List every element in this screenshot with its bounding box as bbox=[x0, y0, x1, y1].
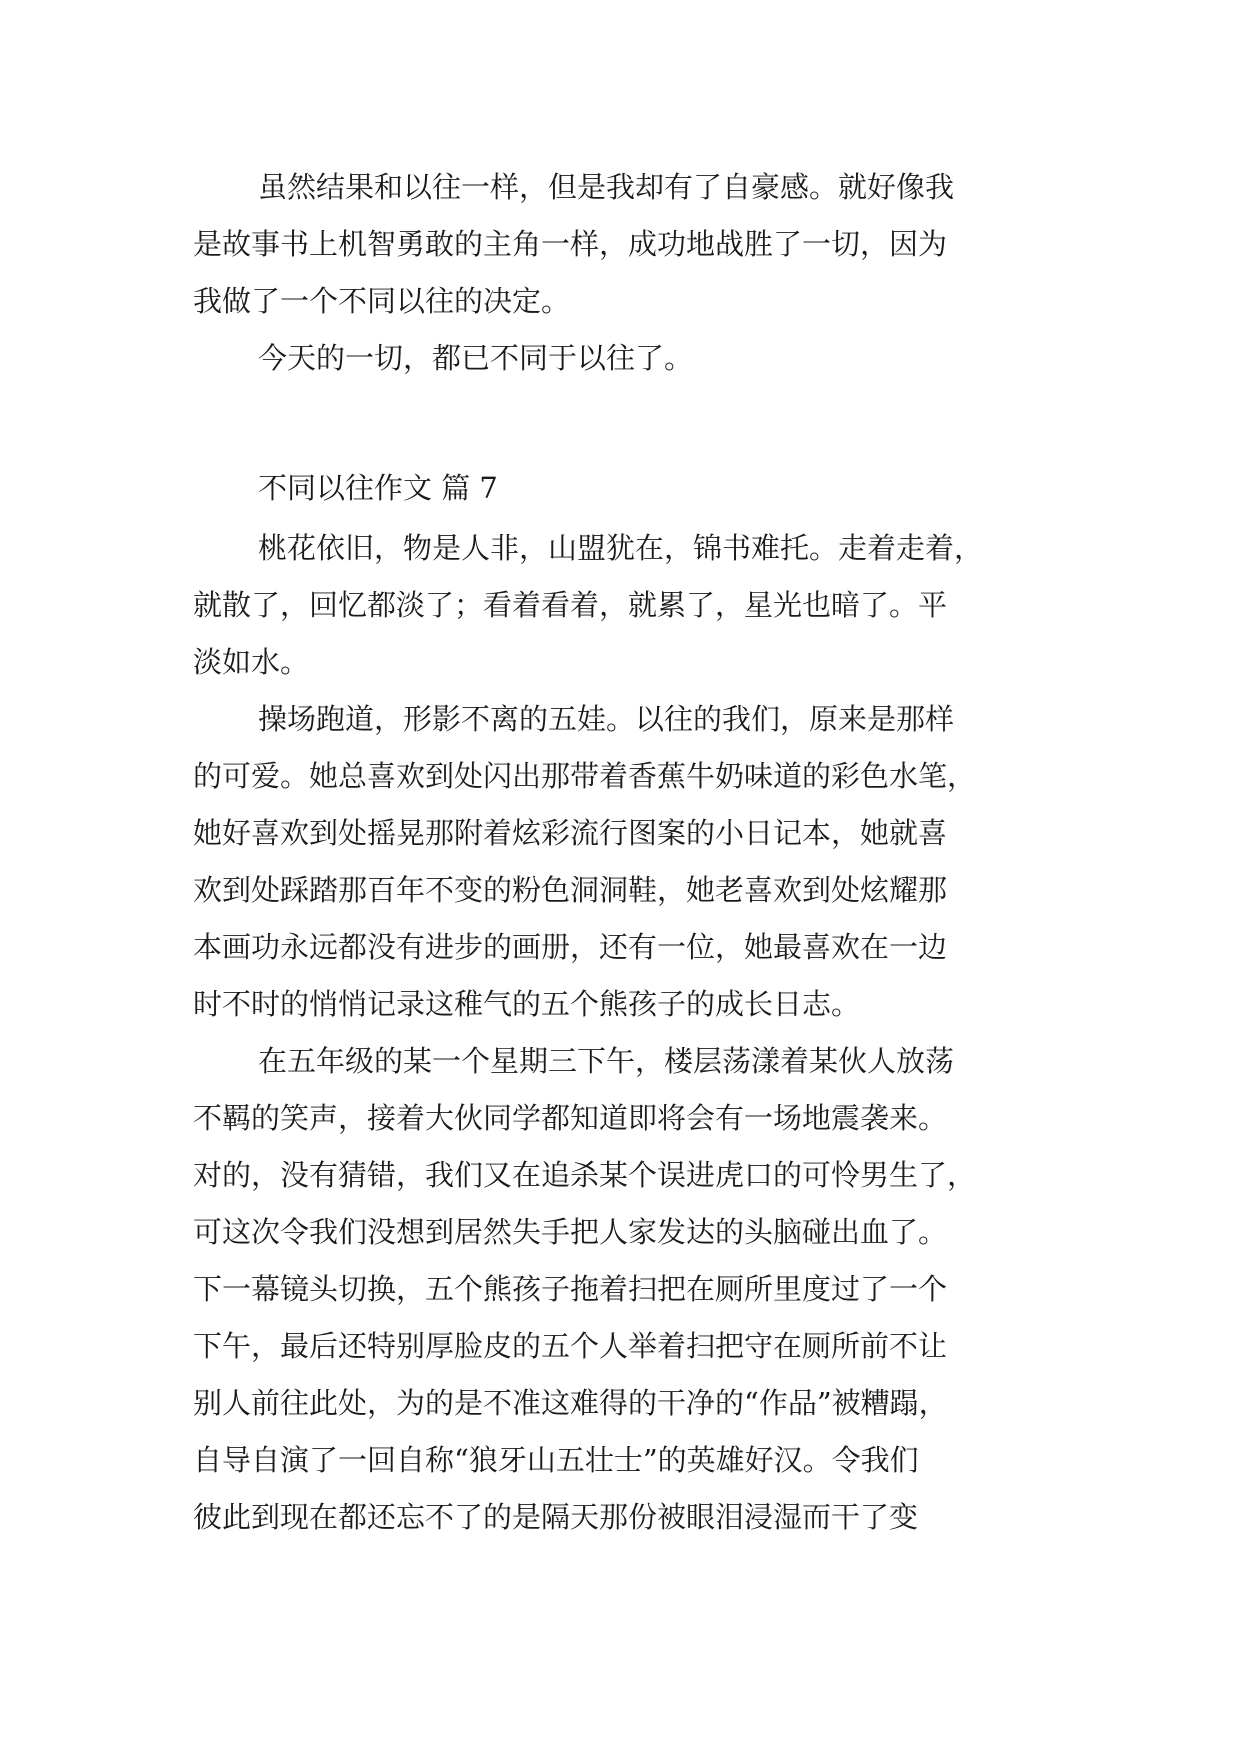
paragraph-line: 别人前往此处，为的是不准这难得的干净的“作品”被糟蹋， bbox=[193, 1386, 948, 1420]
paragraph-line: 下一幕镜头切换，五个熊孩子拖着扫把在厕所里度过了一个 bbox=[193, 1272, 948, 1306]
paragraph-line: 虽然结果和以往一样，但是我却有了自豪感。就好像我 bbox=[258, 170, 955, 204]
paragraph-line: 可这次令我们没想到居然失手把人家发达的头脑碰出血了。 bbox=[193, 1215, 948, 1249]
paragraph-line: 彼此到现在都还忘不了的是隔天那份被眼泪浸湿而干了变 bbox=[193, 1500, 919, 1534]
paragraph-line: 桃花依旧，物是人非，山盟犹在，锦书难托。走着走着， bbox=[258, 531, 984, 565]
paragraph-line: 操场跑道，形影不离的五娃。以往的我们，原来是那样 bbox=[258, 702, 955, 736]
paragraph-line: 她好喜欢到处摇晃那附着炫彩流行图案的小日记本，她就喜 bbox=[193, 816, 948, 850]
paragraph-line: 的可爱。她总喜欢到处闪出那带着香蕉牛奶味道的彩色水笔， bbox=[193, 759, 977, 793]
paragraph-line: 我做了一个不同以往的决定。 bbox=[193, 284, 571, 318]
paragraph-line: 淡如水。 bbox=[193, 645, 310, 679]
paragraph-line: 本画功永远都没有进步的画册，还有一位，她最喜欢在一边 bbox=[193, 930, 948, 964]
paragraph-line: 在五年级的某一个星期三下午，楼层荡漾着某伙人放荡 bbox=[258, 1044, 955, 1078]
paragraph-line: 下午，最后还特别厚脸皮的五个人举着扫把守在厕所前不让 bbox=[193, 1329, 948, 1363]
paragraph-line: 欢到处踩踏那百年不变的粉色洞洞鞋，她老喜欢到处炫耀那 bbox=[193, 873, 948, 907]
paragraph-line: 就散了，回忆都淡了；看着看着，就累了，星光也暗了。平 bbox=[193, 588, 948, 622]
paragraph-line: 今天的一切，都已不同于以往了。 bbox=[258, 341, 694, 375]
paragraph-line: 时不时的悄悄记录这稚气的五个熊孩子的成长日志。 bbox=[193, 987, 861, 1021]
paragraph-line: 自导自演了一回自称“狼牙山五壮士”的英雄好汉。令我们 bbox=[193, 1443, 919, 1477]
section-heading: 不同以往作文 篇 7 bbox=[258, 471, 498, 505]
paragraph-line: 不羁的笑声，接着大伙同学都知道即将会有一场地震袭来。 bbox=[193, 1101, 948, 1135]
paragraph-line: 是故事书上机智勇敢的主角一样，成功地战胜了一切，因为 bbox=[193, 227, 948, 261]
paragraph-line: 对的，没有猜错，我们又在追杀某个误进虎口的可怜男生了， bbox=[193, 1158, 977, 1192]
